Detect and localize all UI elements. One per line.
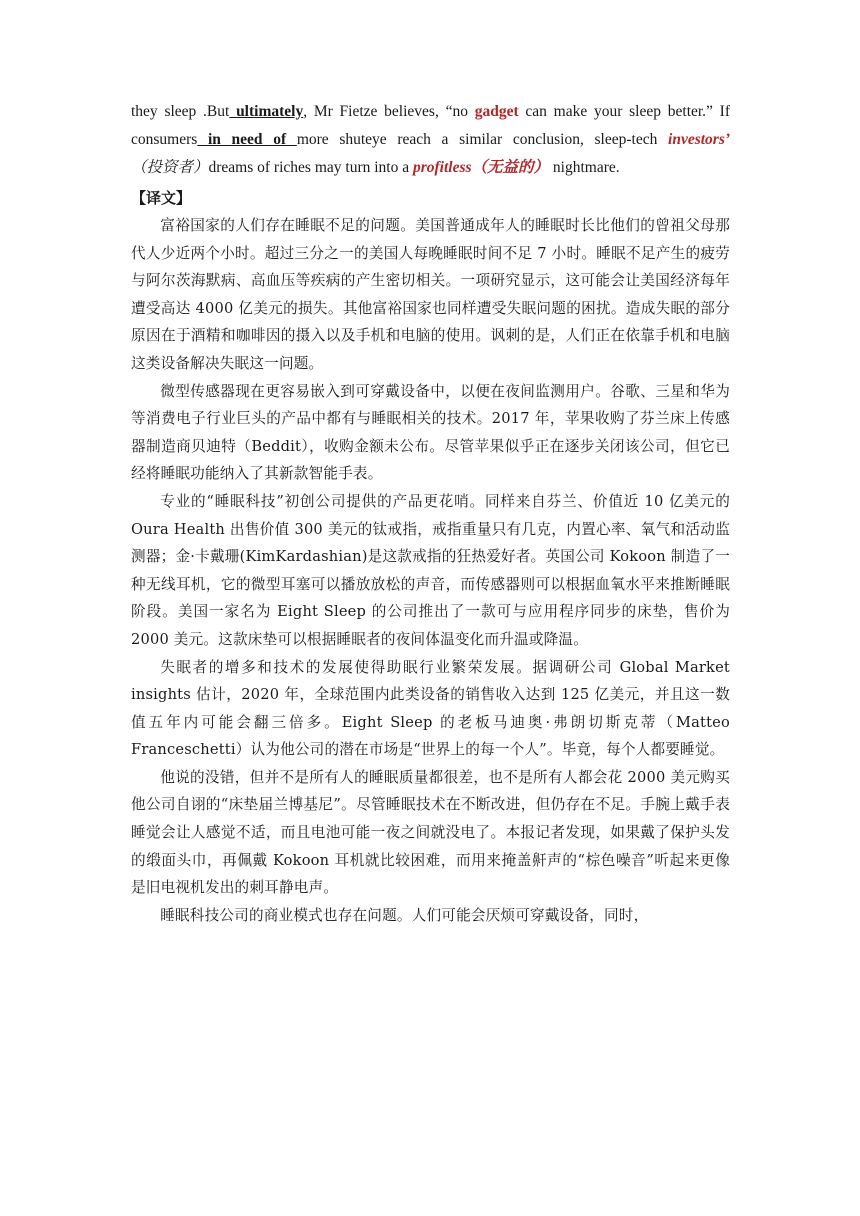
- underlined-phrase-in-need-of: in need of: [197, 131, 297, 148]
- keyword-profitless: profitless（无益的）: [412, 159, 550, 176]
- text-segment: dreams of riches may turn into a: [208, 159, 413, 176]
- english-paragraph: [131, 98, 730, 182]
- text-segment: they sleep .But: [131, 103, 230, 120]
- translation-paragraph-3: 专业的“睡眠科技”初创公司提供的产品更花哨。同样来自芬兰、价值近 10 亿美元的 Oura Health 出售价值 300 美元的钛戒指，戒指重量只有几克，内置心率、氧气和活动监测器；金·卡戴珊(KimKardashian)是这款戒指的狂热爱好者。英国公司 Kokoon 制造了一种无线耳机，它的微型耳塞可以播放放松的声音，而传感器则可以根据血氧水平来推断睡眠阶段。美国一家名为 Eight Sleep 的公司推出了一款可与应用程序同步的床垫，售价为 2000 美元。这款床垫可以根据睡眠者的夜间体温变化而升温或降温。: [131, 492, 730, 648]
- gloss-investors: （投资者）: [131, 159, 209, 176]
- translation-paragraph-4: 失眠者的增多和技术的发展使得助眠行业繁荣发展。据调研公司 Global Market insights 估计，2020 年，全球范围内此类设备的销售收入达到 125 亿美元，并且这一数值五年内可能会翻三倍多。Eight Sleep 的老板马迪奥·弗朗切斯克蒂（Matteo Franceschetti）认为他公司的潜在市场是“世界上的每一个人”。毕竟，每个人都要睡觉。: [131, 658, 730, 759]
- text-segment: , Mr Fietze believes, “no: [303, 103, 475, 120]
- text-segment: more shuteye reach a similar conclusion, sleep-tech: [296, 131, 669, 148]
- translation-paragraph-2: 微型传感器现在更容易嵌入到可穿戴设备中，以便在夜间监测用户。谷歌、三星和华为等消费电子行业巨头的产品中都有与睡眠相关的技术。2017 年，苹果收购了芬兰床上传感器制造商贝迪特（Beddit），收购金额未公布。尽管苹果似乎正在逐步关闭该公司，但它已经将睡眠功能纳入了其新款智能手表。: [131, 382, 730, 483]
- translation-paragraph-1: 富裕国家的人们存在睡眠不足的问题。美国普通成年人的睡眠时长比他们的曾祖父母那代人少近两个小时。超过三分之一的美国人每晚睡眠时间不足 7 小时。睡眠不足产生的疲劳与阿尔茨海默病、高血压等疾病的产生密切相关。一项研究显示，这可能会让美国经济每年遭受高达 4000 亿美元的损失。其他富裕国家也同样遭受失眠问题的困扰。造成失眠的部分原因在于酒精和咖啡因的摄入以及手机和电脑的使用。讽刺的是，人们正在依靠手机和电脑这类设备解决失眠这一问题。: [131, 217, 730, 372]
- underlined-word-ultimately: ultimately: [229, 103, 304, 120]
- translation-paragraph-5: 他说的没错，但并不是所有人的睡眠质量都很差，也不是所有人都会花 2000 美元购买他公司自诩的“床垫届兰博基尼”。尽管睡眠技术在不断改进，但仍存在不足。手腕上戴手表睡觉会让人感觉不适，而且电池可能一夜之间就没电了。本报记者发现，如果戴了保护头发的缎面头巾，再佩戴 Kokoon 耳机就比较困难，而用来掩盖鼾声的“棕色噪音”听起来更像是旧电视机发出的刺耳静电声。: [131, 768, 730, 897]
- translation-heading: 【译文】: [131, 189, 192, 207]
- keyword-gadget: gadget: [474, 103, 519, 120]
- keyword-investors: investors’: [668, 131, 731, 148]
- translation-paragraph-6: 睡眠科技公司的商业模式也存在问题。人们可能会厌烦可穿戴设备，同时，: [160, 906, 649, 924]
- text-segment: can make your sleep better.” If consumers: [131, 103, 731, 148]
- text-segment: nightmare.: [549, 159, 620, 176]
